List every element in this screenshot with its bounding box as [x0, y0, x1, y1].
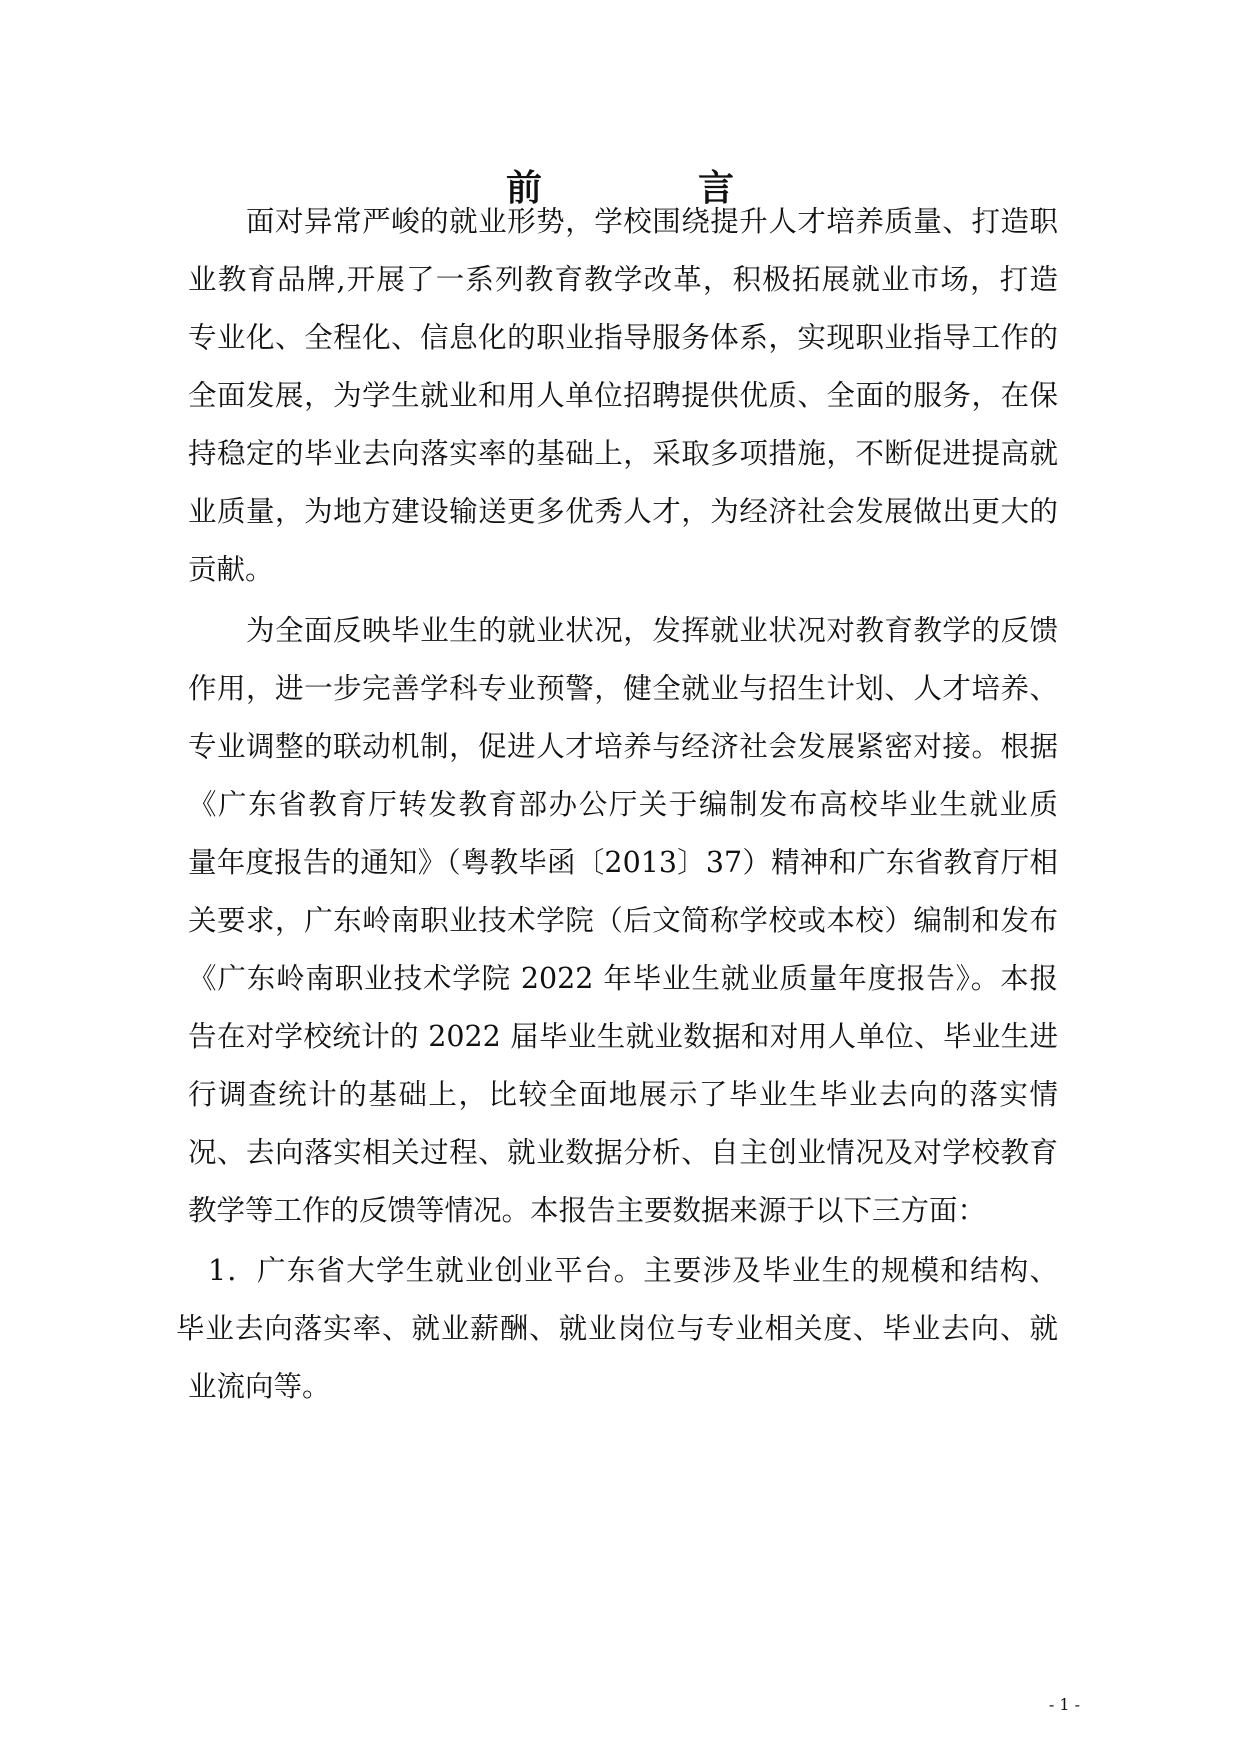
paragraph-line: 专业化、全程化、信息化的职业指导服务体系，实现职业指导工作的	[188, 321, 1058, 354]
paragraph-line: 《广东省教育厅转发教育部办公厅关于编制发布高校毕业生就业质	[188, 788, 1058, 821]
paragraph-line: 持稳定的毕业去向落实率的基础上，采取多项措施，不断促进提高就	[188, 437, 1058, 470]
paragraph-line: 业教育品牌,开展了一系列教育教学改革，积极拓展就业市场，打造	[188, 263, 1058, 296]
paragraph-line: 业质量，为地方建设输送更多优秀人才，为经济社会发展做出更大的	[188, 495, 1058, 528]
page-title: 前 言	[505, 167, 794, 209]
list-item-line: 1．广东省大学生就业创业平台。主要涉及毕业生的规模和结构、	[208, 1254, 1058, 1287]
paragraph-line: 行调查统计的基础上，比较全面地展示了毕业生毕业去向的落实情	[188, 1078, 1058, 1111]
paragraph-line: 况、去向落实相关过程、就业数据分析、自主创业情况及对学校教育	[188, 1136, 1058, 1169]
paragraph-line: 面对异常严峻的就业形势，学校围绕提升人才培养质量、打造职	[246, 205, 1058, 238]
paragraph-line: 关要求，广东岭南职业技术学院（后文简称学校或本校）编制和发布	[188, 904, 1058, 937]
list-item-line: 毕业去向落实率、就业薪酬、就业岗位与专业相关度、毕业去向、就	[176, 1312, 1058, 1345]
paragraph-line: 为全面反映毕业生的就业状况，发挥就业状况对教育教学的反馈	[246, 614, 1058, 647]
list-item-line: 业流向等。	[188, 1370, 331, 1403]
page-number: - 1 -	[1048, 1695, 1080, 1714]
paragraph-line: 贡献。	[188, 553, 274, 586]
paragraph-line: 教学等工作的反馈等情况。本报告主要数据来源于以下三方面：	[188, 1194, 987, 1227]
paragraph-line: 《广东岭南职业技术学院 2022 年毕业生就业质量年度报告》。本报	[188, 962, 1058, 995]
paragraph-line: 专业调整的联动机制，促进人才培养与经济社会发展紧密对接。根据	[188, 730, 1058, 763]
paragraph-line: 作用，进一步完善学科专业预警，健全就业与招生计划、人才培养、	[188, 672, 1058, 705]
paragraph-line: 量年度报告的通知》（粤教毕函〔2013〕37）精神和广东省教育厅相	[188, 846, 1058, 879]
paragraph-line: 全面发展，为学生就业和用人单位招聘提供优质、全面的服务，在保	[188, 379, 1058, 412]
paragraph-line: 告在对学校统计的 2022 届毕业生就业数据和对用人单位、毕业生进	[188, 1020, 1058, 1053]
